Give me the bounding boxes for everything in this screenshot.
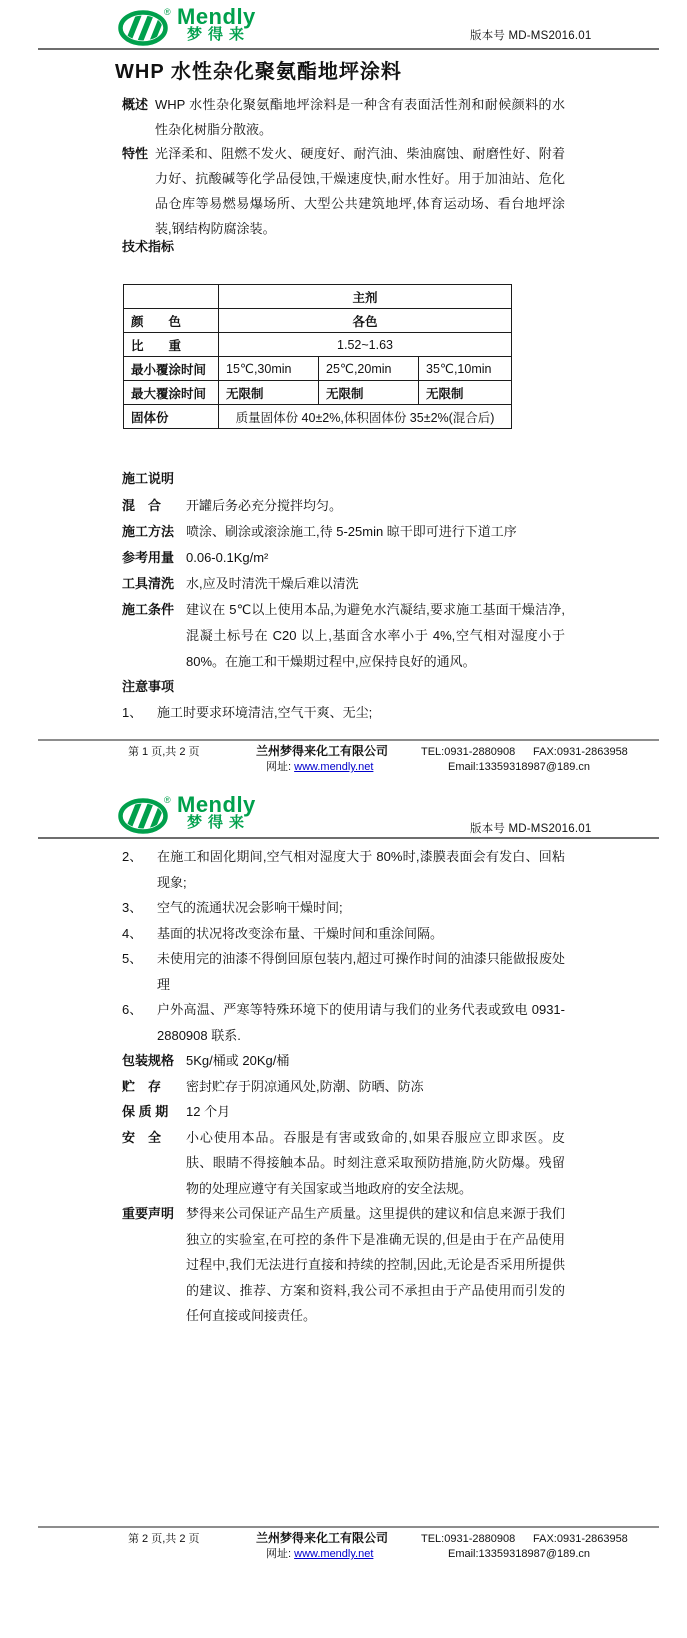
item-number: 1、 [122, 705, 143, 720]
item-text: 户外高温、严寒等特殊环境下的使用请与我们的业务代表或致电 0931-2880908 联系. [157, 1002, 565, 1043]
table-cell-empty [124, 285, 219, 309]
table-cell-value: 15℃,30min [219, 357, 319, 381]
info-row [122, 1201, 565, 1329]
features-section [122, 141, 565, 241]
table-cell-label: 比 重 [124, 333, 219, 357]
footer-fax: FAX:0931-2863958 [533, 1533, 628, 1545]
table-cell-label: 固体份 [124, 405, 219, 429]
table-cell-value: 各色 [219, 309, 512, 333]
construction-row [122, 493, 565, 519]
table-row [124, 333, 512, 357]
company-name: 兰州梦得来化工有限公司 [256, 744, 389, 758]
table-cell-value: 无限制 [419, 381, 512, 405]
info-row [122, 1099, 565, 1125]
info-row [122, 1125, 565, 1202]
row-value: 密封贮存于阴凉通风处,防潮、防晒、防冻 [186, 1078, 424, 1094]
version-label: 版本号 MD-MS2016.01 [470, 823, 592, 835]
footer-email: Email:13359318987@189.cn [448, 1548, 591, 1560]
row-label: 重要声明 [122, 1206, 175, 1221]
features-text: 光泽柔和、阻燃不发火、硬度好、耐汽油、柴油腐蚀、耐磨性好、附着力好、抗酸碱等化学品侵蚀,干燥速度快,耐水性好。用于加油站、危化品仓库等易燃易爆场所、大型公共建筑地坪,体育运动场、看台地坪涂装,钢结构防腐涂装。 [155, 146, 565, 236]
row-label: 施工方法 [122, 524, 175, 539]
mendly-logo-mark [118, 6, 172, 46]
footer-email: Email:13359318987@189.cn [448, 761, 591, 773]
item-text: 在施工和固化期间,空气相对湿度大于 80%时,漆膜表面会有发白、回粘现象; [157, 849, 565, 890]
table-row [124, 381, 512, 405]
features-label: 特性 [122, 146, 149, 161]
item-number: 3、 [122, 900, 143, 915]
table-row [124, 285, 512, 309]
construction-row [122, 597, 565, 675]
row-value: 水,应及时清洗干燥后难以清洗 [186, 576, 359, 591]
table-row [124, 357, 512, 381]
tech-spec-table [123, 284, 512, 429]
website-link[interactable]: www.mendly.net [294, 761, 374, 773]
header-divider [38, 48, 659, 50]
overview-text: WHP 水性杂化聚氨酯地坪涂料是一种含有表面活性剂和耐候颜料的水性杂化树脂分散液。 [155, 97, 565, 137]
page2-content [122, 844, 565, 1329]
overview-label: 概述 [122, 97, 149, 112]
row-label: 保 质 期 [122, 1104, 169, 1119]
table-row [124, 405, 512, 429]
website-link[interactable]: www.mendly.net [294, 1548, 374, 1560]
precaution-item [122, 844, 565, 895]
item-text: 未使用完的油漆不得倒回原包装内,超过可操作时间的油漆只能做报废处理 [157, 951, 565, 992]
row-label: 施工条件 [122, 602, 175, 617]
table-row [124, 309, 512, 333]
table-cell-label: 最小覆涂时间 [124, 357, 219, 381]
row-value: 建议在 5℃以上使用本品,为避免水汽凝结,要求施工基面干燥洁净,混凝土标号在 C20 以上,基面含水率小于 4%,空气相对湿度小于 80%。在施工和干燥期过程中,应保持良好的通风。 [186, 602, 565, 669]
page-number: 第 2 页,共 2 页 [128, 1533, 200, 1545]
row-label: 包装规格 [122, 1053, 175, 1068]
precautions-heading: 注意事项 [122, 679, 175, 694]
table-cell-value: 35℃,10min [419, 357, 512, 381]
row-value: 开罐后务必充分搅拌均匀。 [186, 498, 343, 513]
footer-tel: TEL:0931-2880908 [421, 1533, 516, 1545]
row-label: 贮 存 [122, 1078, 162, 1094]
precaution-item [122, 921, 565, 947]
construction-row [122, 571, 565, 597]
page-footer [38, 1526, 659, 1562]
info-row [122, 1048, 565, 1074]
table-cell-value: 质量固体份 40±2%,体积固体份 35±2%(混合后) [219, 405, 512, 429]
website-label: 网址: [266, 761, 292, 773]
page-2 [0, 780, 687, 1638]
item-number: 6、 [122, 1002, 143, 1017]
version-label: 版本号 MD-MS2016.01 [470, 30, 592, 42]
precaution-item [122, 700, 565, 726]
precaution-item [122, 895, 565, 921]
brand-name-en: Mendly [177, 792, 256, 817]
construction-row [122, 519, 565, 545]
page-1 [0, 0, 687, 780]
item-number: 5、 [122, 951, 143, 966]
header-divider [38, 837, 659, 839]
company-name: 兰州梦得来化工有限公司 [256, 1531, 389, 1545]
item-text: 空气的流通状况会影响干燥时间; [157, 900, 343, 915]
tech-spec-heading: 技术指标 [122, 239, 175, 254]
footer-tel: TEL:0931-2880908 [421, 746, 516, 758]
item-text: 施工时要求环境清洁,空气干爽、无尘; [157, 705, 373, 720]
mendly-logo-mark [118, 794, 172, 834]
info-row [122, 1074, 565, 1100]
precaution-item [122, 997, 565, 1048]
row-label: 参考用量 [122, 550, 175, 565]
website-label: 网址: [266, 1548, 292, 1560]
construction-heading: 施工说明 [122, 471, 175, 486]
row-value: 5Kg/桶或 20Kg/桶 [186, 1053, 290, 1068]
item-number: 2、 [122, 849, 143, 864]
overview-section [122, 92, 565, 142]
table-cell-value: 25℃,20min [319, 357, 419, 381]
table-header-main-agent: 主剂 [219, 285, 512, 309]
registered-mark-icon: ® [164, 795, 171, 805]
row-label: 安 全 [122, 1129, 162, 1145]
item-number: 4、 [122, 925, 143, 941]
page-footer [38, 739, 659, 775]
footer-fax: FAX:0931-2863958 [533, 746, 628, 758]
row-value: 12 个月 [186, 1104, 231, 1119]
page-title: WHP 水性杂化聚氨酯地坪涂料 [115, 61, 402, 83]
table-cell-label: 颜 色 [124, 309, 219, 333]
brand-name-cn: 梦得来 [187, 26, 251, 43]
mendly-logo [118, 6, 256, 46]
item-text: 基面的状况将改变涂布量、干燥时间和重涂间隔。 [157, 925, 444, 941]
construction-rows [122, 493, 565, 675]
precaution-item [122, 946, 565, 997]
table-cell-value: 无限制 [319, 381, 419, 405]
page-number: 第 1 页,共 2 页 [128, 746, 200, 758]
row-value: 0.06-0.1Kg/m² [186, 550, 269, 565]
row-value: 小心使用本品。吞服是有害或致命的,如果吞服应立即求医。皮肤、眼睛不得接触本品。时刻注意采取预防措施,防火防爆。残留物的处理应遵守有关国家或当地政府的安全法规。 [186, 1129, 565, 1196]
brand-name-en: Mendly [177, 4, 256, 29]
table-cell-value: 无限制 [219, 381, 319, 405]
row-value: 梦得来公司保证产品生产质量。这里提供的建议和信息来源于我们独立的实验室,在可控的条件下是准确无误的,但是由于在产品使用过程中,我们无法进行直接和持续的控制,因此,无论是否采用所提供的建议、推荐、方案和资料,我公司不承担由于产品使用而引发的任何直接或间接责任。 [186, 1206, 565, 1323]
table-cell-label: 最大覆涂时间 [124, 381, 219, 405]
construction-row [122, 545, 565, 571]
row-value: 喷涂、刷涂或滚涂施工,待 5-25min 晾干即可进行下道工序 [186, 524, 517, 539]
mendly-logo [118, 794, 256, 834]
row-label: 工具清洗 [122, 576, 175, 591]
brand-name-cn: 梦得来 [187, 814, 251, 831]
registered-mark-icon: ® [164, 7, 171, 17]
table-cell-value: 1.52~1.63 [219, 333, 512, 357]
row-label: 混 合 [122, 498, 162, 513]
